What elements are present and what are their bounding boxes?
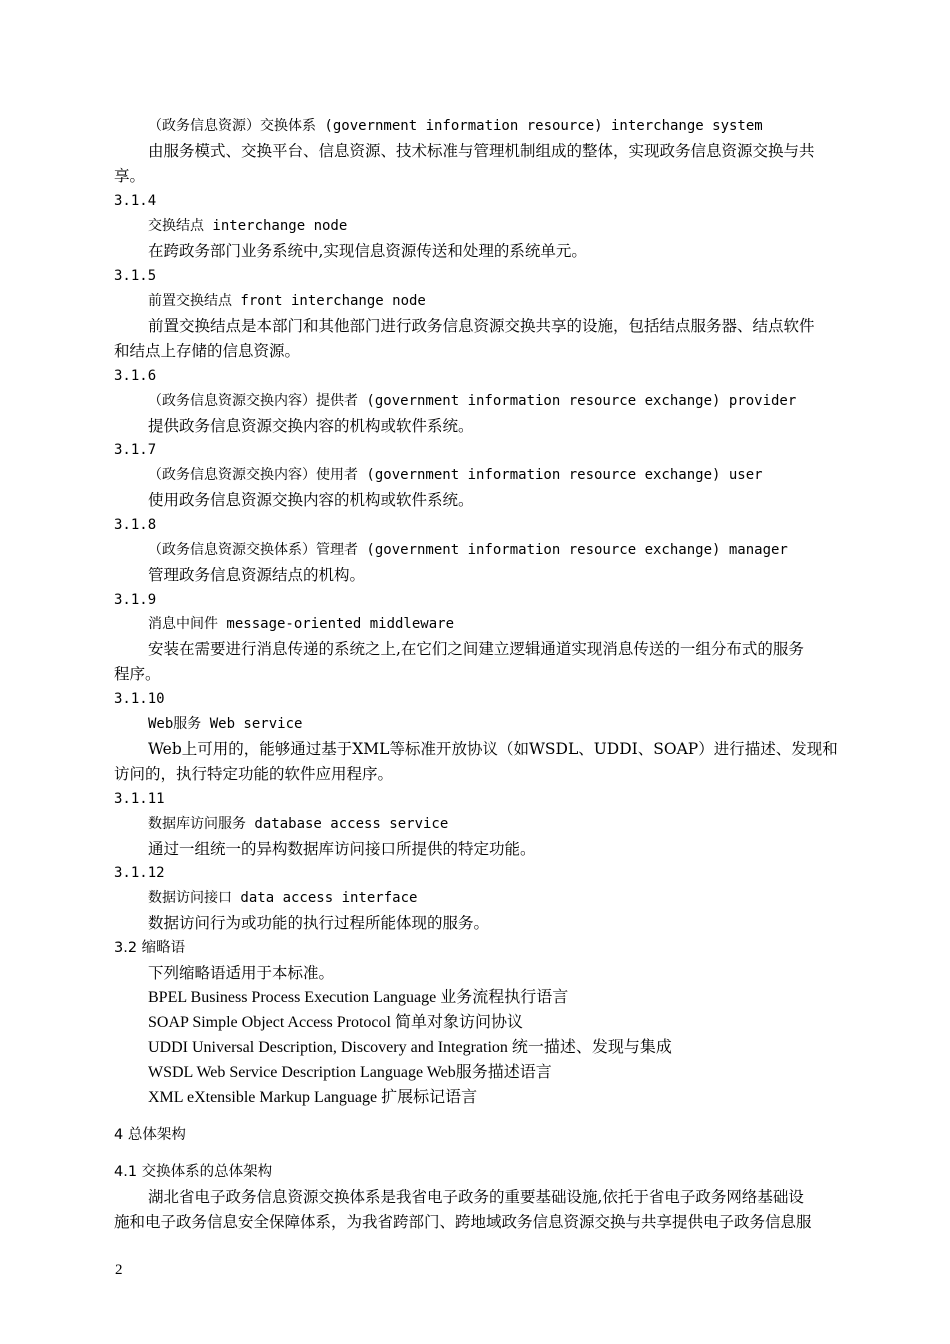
text-line: 享。 <box>114 167 146 185</box>
text-line: SOAP Simple Object Access Protocol 简单对象访问协议 <box>148 1014 523 1031</box>
text-line: Web服务 Web service <box>148 716 303 732</box>
text-line: 在跨政务部门业务系统中,实现信息资源传送和处理的系统单元。 <box>148 242 587 260</box>
text-line: WSDL Web Service Description Language Web服务描述语言 <box>148 1064 552 1081</box>
text-line: （政务信息资源）交换体系 (government information resource) interchange system <box>148 118 763 134</box>
text-line: 使用政务信息资源交换内容的机构或软件系统。 <box>148 491 474 509</box>
text-line: 湖北省电子政务信息资源交换体系是我省电子政务的重要基础设施,依托于省电子政务网络基础设 <box>148 1188 804 1206</box>
text-line: 下列缩略语适用于本标准。 <box>148 964 335 982</box>
text-line: 通过一组统一的异构数据库访问接口所提供的特定功能。 <box>148 840 536 858</box>
text-line: 前置交换结点是本部门和其他部门进行政务信息资源交换共享的设施，包括结点服务器、结点软件 <box>148 317 815 335</box>
text-line: 消息中间件 message-oriented middleware <box>148 616 455 632</box>
text-line: 前置交换结点 front interchange node <box>148 293 426 309</box>
text-line: 3.1.7 <box>114 442 157 458</box>
text-line: （政务信息资源交换内容）使用者 (government information resource exchange) user <box>148 467 763 483</box>
text-line: BPEL Business Process Execution Language 业务流程执行语言 <box>148 989 569 1006</box>
text-line: 施和电子政务信息安全保障体系，为我省跨部门、跨地域政务信息资源交换与共享提供电子政务信息服 <box>114 1213 812 1231</box>
text-line: 和结点上存储的信息资源。 <box>114 342 301 360</box>
text-line: XML eXtensible Markup Language 扩展标记语言 <box>148 1089 478 1106</box>
text-line: 3.1.5 <box>114 268 157 284</box>
text-line: 3.1.12 <box>114 865 165 881</box>
text-line: （政务信息资源交换体系）管理者 (government information resource exchange) manager <box>148 542 788 558</box>
text-line: 管理政务信息资源结点的机构。 <box>148 566 366 584</box>
page-number: 2 <box>115 1262 123 1278</box>
text-line: （政务信息资源交换内容）提供者 (government information resource exchange) provider <box>148 393 797 409</box>
text-line: 3.1.9 <box>114 592 157 608</box>
text-line: 3.1.10 <box>114 691 165 707</box>
text-line: 4.1 交换体系的总体架构 <box>114 1164 273 1180</box>
text-line: 安装在需要进行消息传递的系统之上,在它们之间建立逻辑通道实现消息传送的一组分布式的服务 <box>148 640 804 658</box>
text-line: UDDI Universal Description, Discovery and Integration 统一描述、发现与集成 <box>148 1039 672 1056</box>
text-line: Web上可用的，能够通过基于XML等标准开放协议（如WSDL、UDDI、SOAP）进行描述、发现和 <box>148 740 838 758</box>
text-line: 程序。 <box>114 665 161 683</box>
text-line: 3.1.6 <box>114 368 157 384</box>
text-line: 数据库访问服务 database access service <box>148 816 449 832</box>
text-line: 4 总体架构 <box>114 1127 186 1143</box>
text-line: 数据访问行为或功能的执行过程所能体现的服务。 <box>148 914 490 932</box>
text-line: 数据访问接口 data access interface <box>148 890 418 906</box>
text-line: 3.1.11 <box>114 791 165 807</box>
text-line: 由服务模式、交换平台、信息资源、技术标准与管理机制组成的整体，实现政务信息资源交换与共 <box>148 142 815 160</box>
text-line: 3.1.8 <box>114 517 157 533</box>
text-line: 提供政务信息资源交换内容的机构或软件系统。 <box>148 417 474 435</box>
text-line: 3.1.4 <box>114 193 157 209</box>
text-line: 3.2 缩略语 <box>114 940 186 956</box>
text-line: 访问的，执行特定功能的软件应用程序。 <box>114 765 394 783</box>
text-line: 交换结点 interchange node <box>148 218 348 234</box>
